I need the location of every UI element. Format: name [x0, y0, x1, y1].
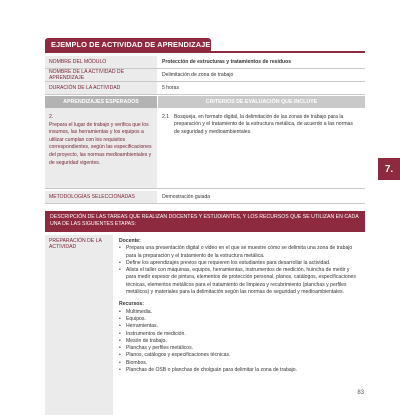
list-item: • Biombos.	[119, 359, 148, 366]
table-header-row	[45, 96, 365, 108]
recursos-heading: Recursos:	[119, 301, 144, 308]
list-item: • Define los aprendizajes previos que requieren los estudiantes para desarrollar la actividad.	[119, 259, 331, 266]
duration-row	[45, 82, 365, 95]
duration-label: DURACIÓN DE LA ACTIVIDAD	[45, 82, 157, 94]
module-value: Protección de estructuras y tratamientos de residuos	[162, 58, 292, 65]
module-label: NOMBRE DEL MÓDULO	[45, 56, 157, 68]
activity-name-value: Delimitación de zona de trabajo	[162, 71, 234, 78]
preparation-row	[45, 235, 365, 415]
activity-name-label: NOMBRE DE LA ACTIVIDAD DE APRENDIZAJE	[45, 69, 157, 81]
list-item: • Planchas y perfiles metálicos.	[119, 345, 194, 352]
methodology-label: METODOLOGÍAS SELECCIONADAS	[45, 191, 157, 203]
expected-learning	[45, 108, 157, 188]
methodology-row	[45, 191, 365, 204]
list-item: • Planchas de OSB o planchas de cholguán para delimitar la zona de trabajo.	[119, 367, 298, 374]
preparation-label: PREPARACIÓN DE LA ACTIVIDAD	[45, 235, 113, 415]
list-item: • Prepara una presentación digital o video en el que se muestre cómo se delimita una zona de trabajo para la preparación y el tratamiento de la estructura metálica.	[119, 245, 353, 259]
page-title: EJEMPLO DE ACTIVIDAD DE APRENDIZAJE	[45, 38, 211, 51]
list-item: • Equipos.	[119, 315, 146, 322]
tasks-description-header: DESCRIPCIÓN DE LAS TAREAS QUE REALIZAN DOCENTES Y ESTUDIANTES, Y LOS RECURSOS QUE SE UTILIZAN EN CADA UNA DE LAS SIGUIENTES ETAPAS:	[45, 211, 365, 232]
learning-criteria-row	[45, 108, 365, 189]
methodology-value: Demostración guiada	[162, 193, 211, 200]
list-item: • Planos, catálogos y especificaciones técnicas.	[119, 352, 231, 359]
title-divider	[45, 51, 365, 53]
list-item: • Multimedia.	[119, 308, 153, 315]
criterion-number: 2.1	[162, 114, 170, 120]
header-aprendizajes: APRENDIZAJES ESPERADOS	[45, 96, 157, 108]
section-tab: 7.	[378, 158, 400, 180]
activity-page	[45, 38, 365, 415]
expected-learning-number: 2.	[49, 114, 54, 120]
preparation-content	[113, 235, 365, 415]
expected-learning-text: Prepara el lugar de trabajo y verifica que los insumos, las herramientas y los equipos a utilizar cumplan con los requisitos correspondientes, según las especificaciones del proyecto, las normas medioambientales y de seguridad vigentes.	[49, 121, 152, 166]
list-item: • Mesón de trabajo.	[119, 337, 167, 344]
criterion-text: Bosqueja, en formato digital, la delimitación de las zonas de trabajo para la preparación y el tratamiento de la estructura metálica, de acuerdo a las normas de seguridad y medioambientales.	[174, 114, 353, 135]
list-item: • Instrumentos de medición.	[119, 330, 186, 337]
list-item: • Alista el taller con máquinas, equipos, herramientas, instrumentos de medición, huincha de medir y para medir espesor de pintura, elementos de protección personal, planos, catálogos, especificaciones técnicas, elementos metálicos para el tratamiento de limpieza y recubrimiento (planchas y perfiles metálicos) y materiales para la delimitación según las normas de seguridad y medioambientales.	[119, 267, 356, 296]
docente-heading: Docente:	[119, 238, 141, 244]
list-item: • Herramientas.	[119, 323, 158, 330]
evaluation-criterion	[157, 108, 365, 188]
duration-value: 5 horas	[162, 84, 179, 91]
header-criterios: CRITERIOS DE EVALUACIÓN QUE INCLUYE	[158, 96, 365, 108]
page-number: 83	[357, 390, 364, 396]
